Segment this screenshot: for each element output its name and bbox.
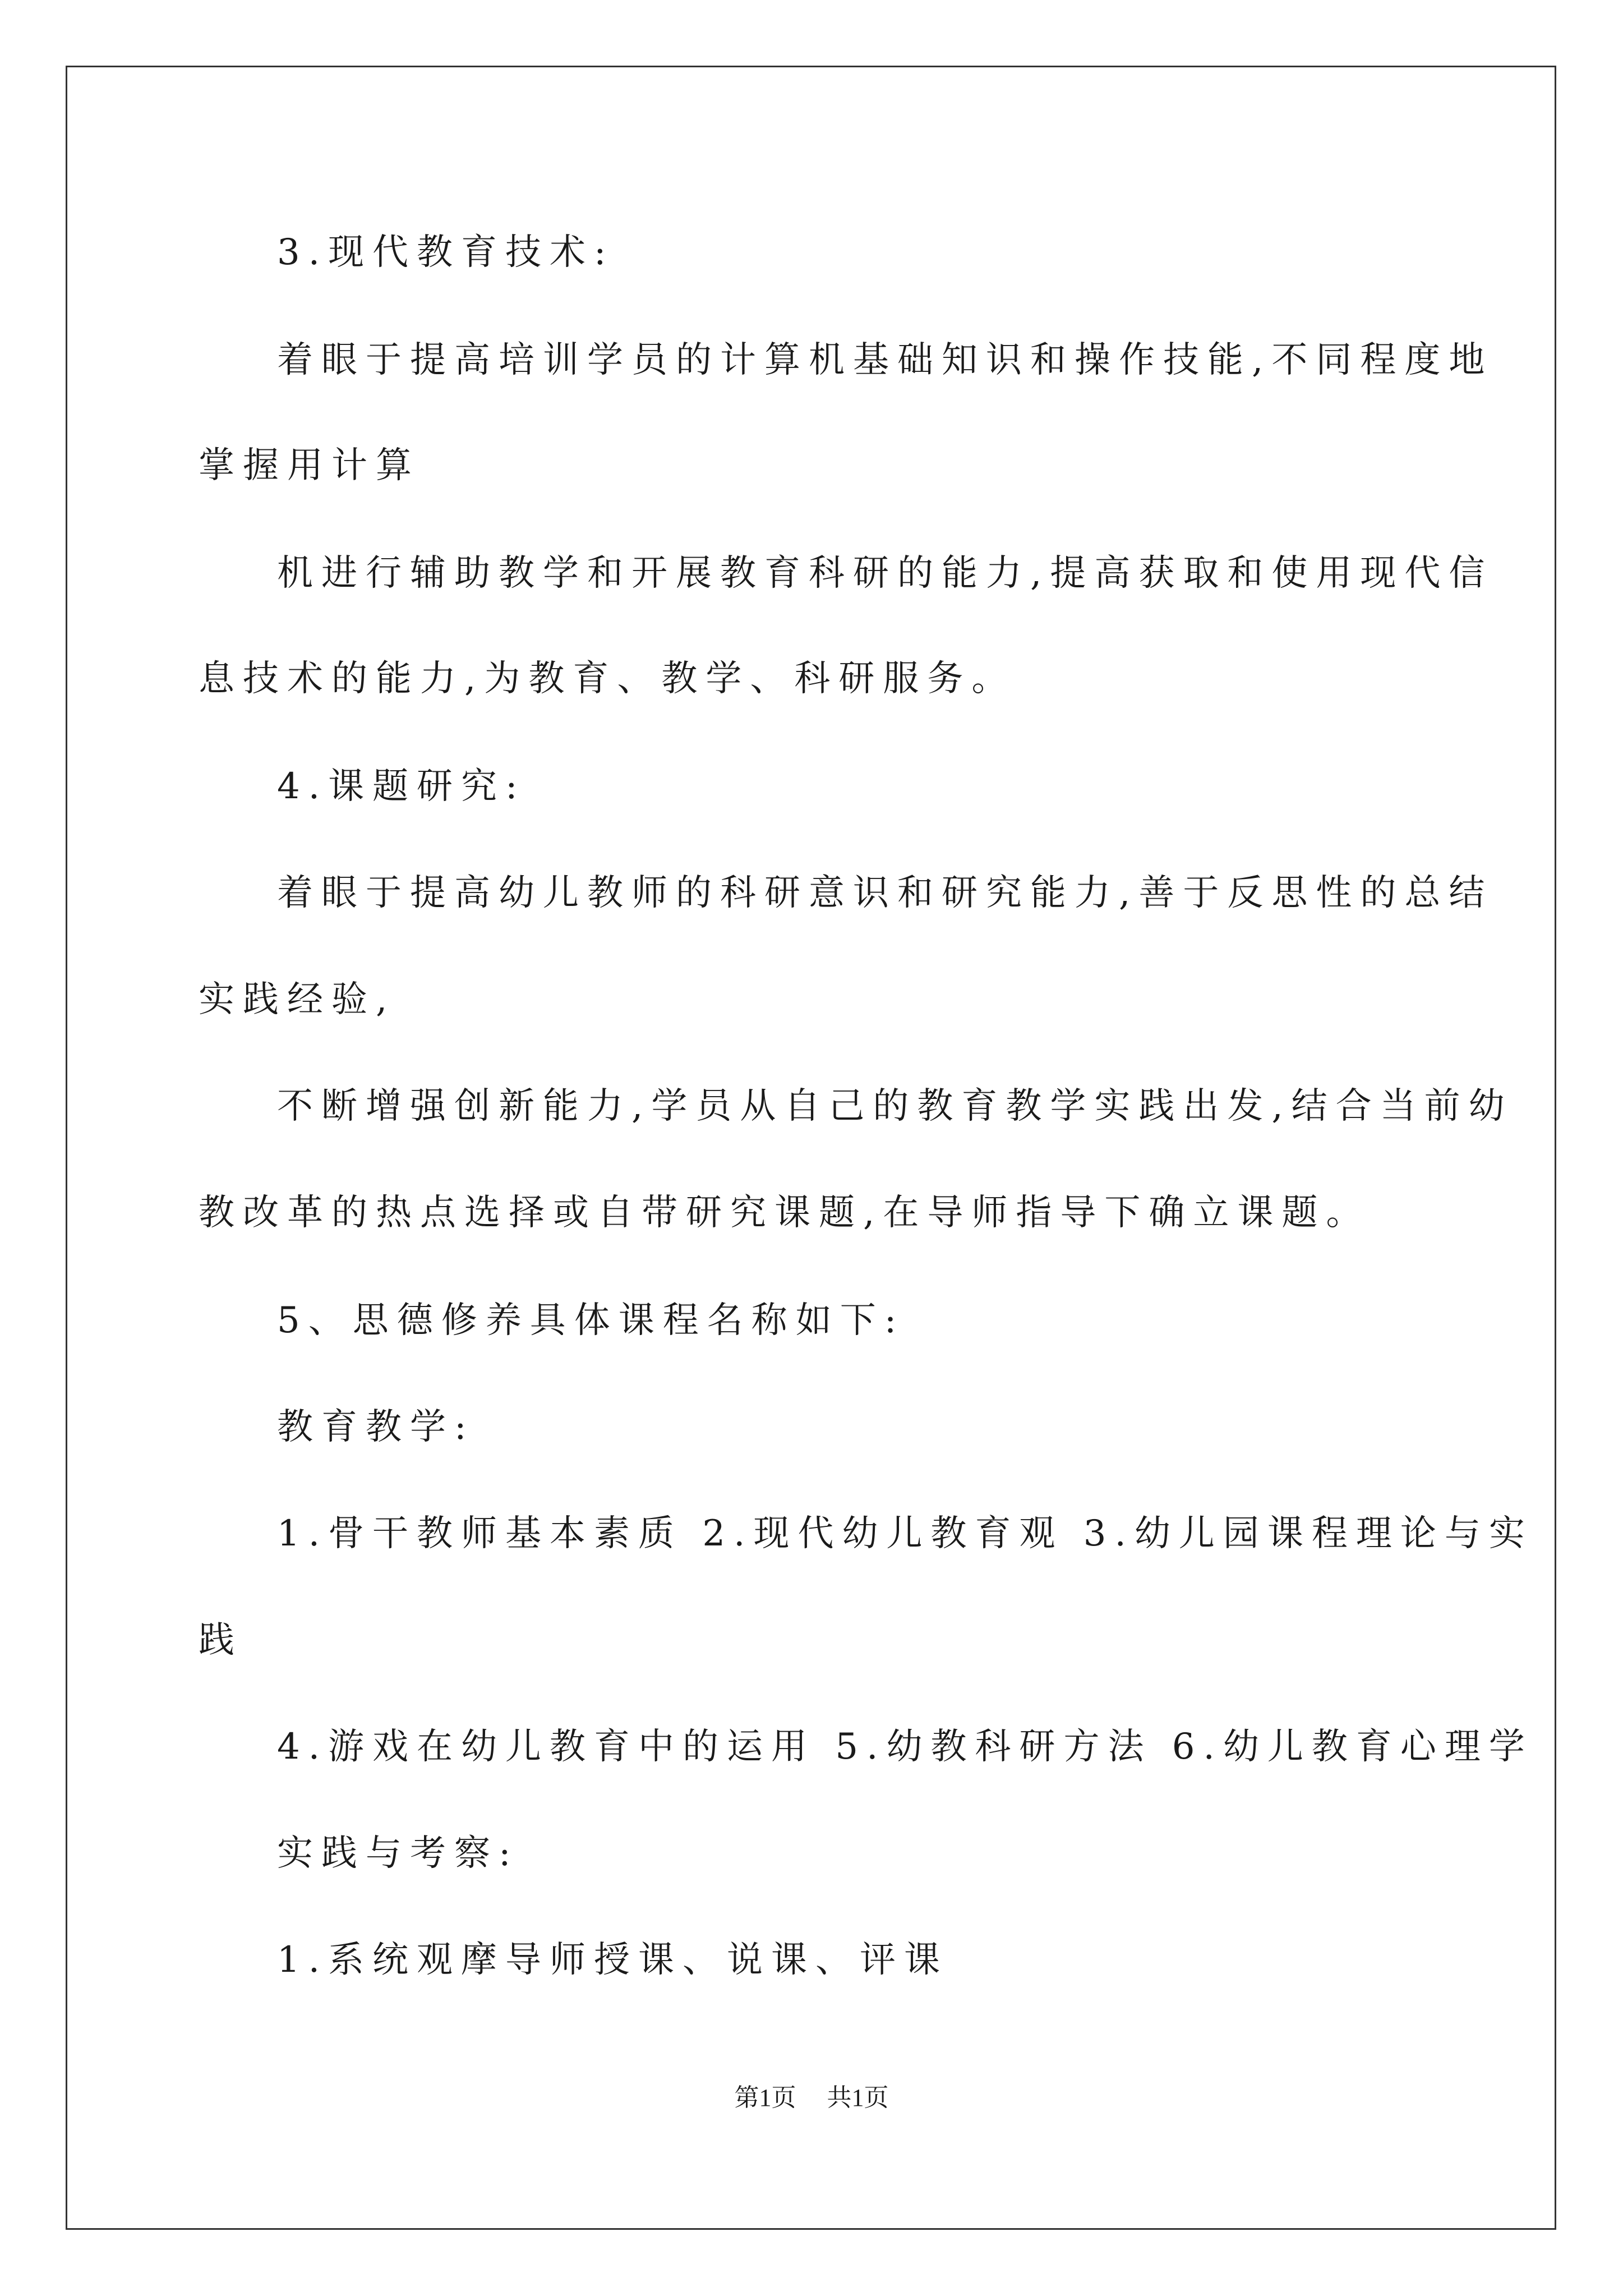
- body-line: 掌握用计算: [199, 445, 420, 486]
- body-line: 实践经验,: [199, 979, 396, 1020]
- body-line: 机进行辅助教学和开展教育科研的能力,提高获取和使用现代信: [277, 553, 1493, 594]
- body-line: 实践与考察:: [277, 1833, 519, 1874]
- body-line: 1.骨干教师基本素质 2.现代幼儿教育观 3.幼儿园课程理论与实: [277, 1513, 1533, 1554]
- body-line: 不断增强创新能力,学员从自己的教育教学实践出发,结合当前幼: [277, 1085, 1513, 1127]
- body-line: 教改革的热点选择或自带研究课题,在导师指导下确立课题。: [199, 1192, 1371, 1234]
- body-line: 践: [199, 1619, 243, 1661]
- body-line: 息技术的能力,为教育、教学、科研服务。: [199, 658, 1016, 700]
- body-line: 1.系统观摩导师授课、说课、评课: [277, 1939, 949, 1981]
- body-line: 教育教学:: [277, 1406, 475, 1448]
- body-line: 着眼于提高培训学员的计算机基础知识和操作技能,不同程度地: [277, 339, 1493, 381]
- body-line: 5、思德修养具体课程名称如下:: [277, 1300, 905, 1341]
- body-line: 4.课题研究:: [277, 766, 526, 807]
- body-line: 4.游戏在幼儿教育中的运用 5.幼教科研方法 6.幼儿教育心理学: [277, 1726, 1533, 1768]
- body-line: 着眼于提高幼儿教师的科研意识和研究能力,善于反思性的总结: [277, 872, 1493, 914]
- page-footer: [0, 2086, 1623, 2110]
- page-border: [66, 66, 1556, 2230]
- page-number: 第1页: [734, 2084, 796, 2111]
- page-total: 共1页: [827, 2084, 889, 2111]
- body-line: 3.现代教育技术:: [277, 232, 615, 273]
